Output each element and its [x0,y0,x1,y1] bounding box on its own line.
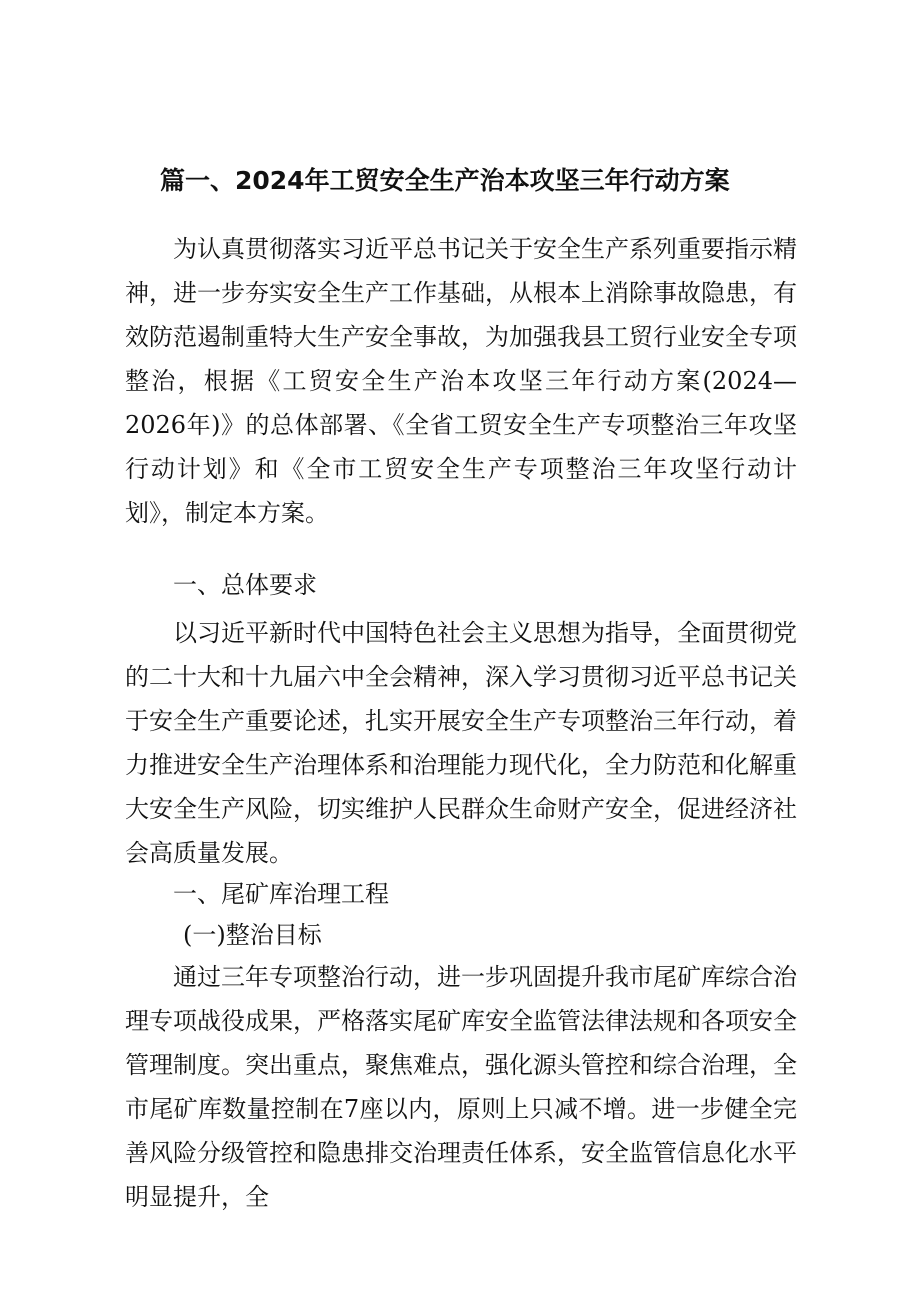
tailings-goals-paragraph: 通过三年专项整治行动，进一步巩固提升我市尾矿库综合治理专项战役成果，严格落实尾矿库安全监管法律法规和各项安全管理制度。突出重点，聚焦难点，强化源头管控和综合治理，全市尾矿库数量控制在7座以内，原则上只减不增。进一步健全完善风险分级管控和隐患排交治理责任体系，安全监管信息化水平明显提升，全 [125,963,797,1211]
general-requirements-paragraph: 以习近平新时代中国特色社会主义思想为指导，全面贯彻党的二十大和十九届六中全会精神，深入学习贯彻习近平总书记关于安全生产重要论述，扎实开展安全生产专项整治三年行动，着力推进安全生产治理体系和治理能力现代化，全力防范和化解重大安全生产风险，切实维护人民群众生命财产安全，促进经济社会高质量发展。 [125,619,797,867]
intro-paragraph: 为认真贯彻落实习近平总书记关于安全生产系列重要指示精神，进一步夯实安全生产工作基础，从根本上消除事故隐患，有效防范遏制重特大生产安全事故，为加强我县工贸行业安全专项整治，根据《工贸安全生产治本攻坚三年行动方案(2024—2026年)》的总体部署、《全省工贸安全生产专项整治三年攻坚行动计划》和《全市工贸安全生产专项整治三年攻坚行动计划》，制定本方案。 [125,235,797,527]
section-heading-tailings-pond: 一、尾矿库治理工程 [173,880,389,908]
subheading-goals: (一)整治目标 [183,921,322,949]
document-title: 篇一、2024年工贸安全生产治本攻坚三年行动方案 [160,166,730,195]
section-heading-general-requirements: 一、总体要求 [173,571,317,599]
